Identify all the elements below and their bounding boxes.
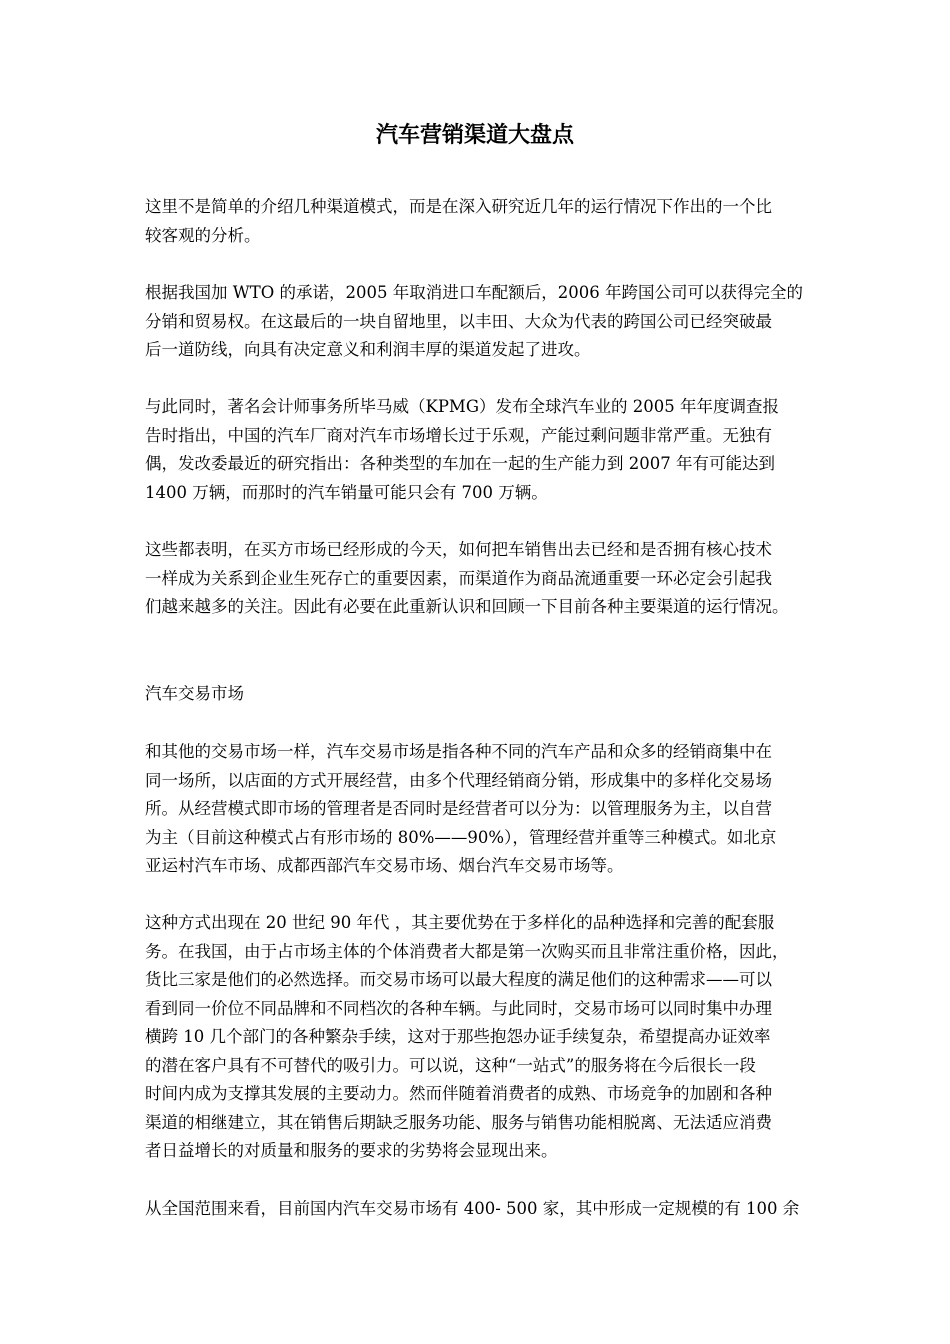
paragraph-kpmg: [145, 393, 885, 507]
paragraph-line: 同一场所，以店面的方式开展经营，由多个代理经销商分销，形成集中的多样化交易场: [145, 770, 772, 790]
paragraph-wto: [145, 279, 885, 365]
paragraph-line: 偶，发改委最近的研究指出：各种类型的车加在一起的生产能力到 2007 年有可能达到: [145, 454, 775, 473]
paragraph-line: 较客观的分析。: [145, 225, 261, 245]
paragraph-line: 看到同一价位不同品牌和不同档次的各种车辆。与此同时，交易市场可以同时集中办理: [145, 998, 772, 1018]
paragraph-line: 们越来越多的关注。因此有必要在此重新认识和回顾一下目前各种主要渠道的运行情况。: [145, 597, 789, 616]
paragraph-national-scope: [145, 1195, 885, 1224]
paragraph-market-definition: [145, 738, 885, 881]
paragraph-buyers-market: [145, 536, 885, 622]
paragraph-line: 者日益增长的对质量和服务的要求的劣势将会显现出来。: [145, 1141, 558, 1160]
paragraph-line: 根据我国加 WTO 的承诺，2005 年取消进口车配额后，2006 年跨国公司可以获得完全的: [145, 283, 803, 302]
paragraph-line: 一样成为关系到企业生死存亡的重要因素，而渠道作为商品流通重要一环必定会引起我: [145, 568, 772, 588]
paragraph-line: 告时指出，中国的汽车厂商对汽车市场增长过于乐观，产能过剩问题非常严重。无独有: [145, 425, 772, 445]
paragraph-line: 横跨 10 几个部门的各种繁杂手续，这对于那些抱怨办证手续复杂，希望提高办证效率: [145, 1027, 771, 1046]
paragraph-market-advantages: [145, 909, 885, 1166]
paragraph-line: 分销和贸易权。在这最后的一块自留地里，以丰田、大众为代表的跨国公司已经突破最: [145, 311, 772, 331]
paragraph-line: 务。在我国，由于占市场主体的个体消费者大都是第一次购买而且非常注重价格，因此，: [145, 941, 789, 961]
document-title: 汽车营销渠道大盘点: [375, 122, 574, 148]
paragraph-line: 和其他的交易市场一样，汽车交易市场是指各种不同的汽车产品和众多的经销商集中在: [145, 742, 772, 761]
paragraph-line: 这里不是简单的介绍几种渠道模式，而是在深入研究近几年的运行情况下作出的一个比: [145, 197, 772, 216]
paragraph-line: 从全国范围来看，目前国内汽车交易市场有 400- 500 家，其中形成一定规模的有 100 余: [145, 1199, 800, 1218]
paragraph-line: 与此同时，著名会计师事务所毕马威（KPMG）发布全球汽车业的 2005 年年度调查报: [145, 397, 779, 416]
section-heading: 汽车交易市场: [145, 684, 244, 703]
paragraph-line: 亚运村汽车市场、成都西部汽车交易市场、烟台汽车交易市场等。: [145, 856, 624, 875]
paragraph-line: 时间内成为支撑其发展的主要动力。然而伴随着消费者的成熟、市场竞争的加剧和各种: [145, 1084, 772, 1103]
paragraph-line: 1400 万辆，而那时的汽车销量可能只会有 700 万辆。: [145, 482, 548, 502]
paragraph-line: 后一道防线，向具有决定意义和利润丰厚的渠道发起了进攻。: [145, 340, 591, 359]
paragraph-line: 所。从经营模式即市场的管理者是否同时是经营者可以分为：以管理服务为主，以自营: [145, 799, 772, 818]
paragraph-line: 货比三家是他们的必然选择。而交易市场可以最大程度的满足他们的这种需求——可以: [145, 970, 772, 989]
paragraph-line: 的潜在客户具有不可替代的吸引力。可以说，这种“一站式”的服务将在今后很长一段: [145, 1055, 756, 1075]
paragraph-line: 这些都表明，在买方市场已经形成的今天，如何把车销售出去已经和是否拥有核心技术: [145, 540, 772, 559]
paragraph-intro: [145, 193, 885, 250]
paragraph-line: 渠道的相继建立，其在销售后期缺乏服务功能、服务与销售功能相脱离、无法适应消费: [145, 1112, 772, 1132]
paragraph-line: 这种方式出现在 20 世纪 90 年代 ，其主要优势在于多样化的品种选择和完善的配套服: [145, 913, 775, 932]
paragraph-line: 为主（目前这种模式占有形市场的 80%——90%），管理经营并重等三种模式。如北京: [145, 827, 777, 847]
section-heading-auto-market: [145, 680, 885, 709]
